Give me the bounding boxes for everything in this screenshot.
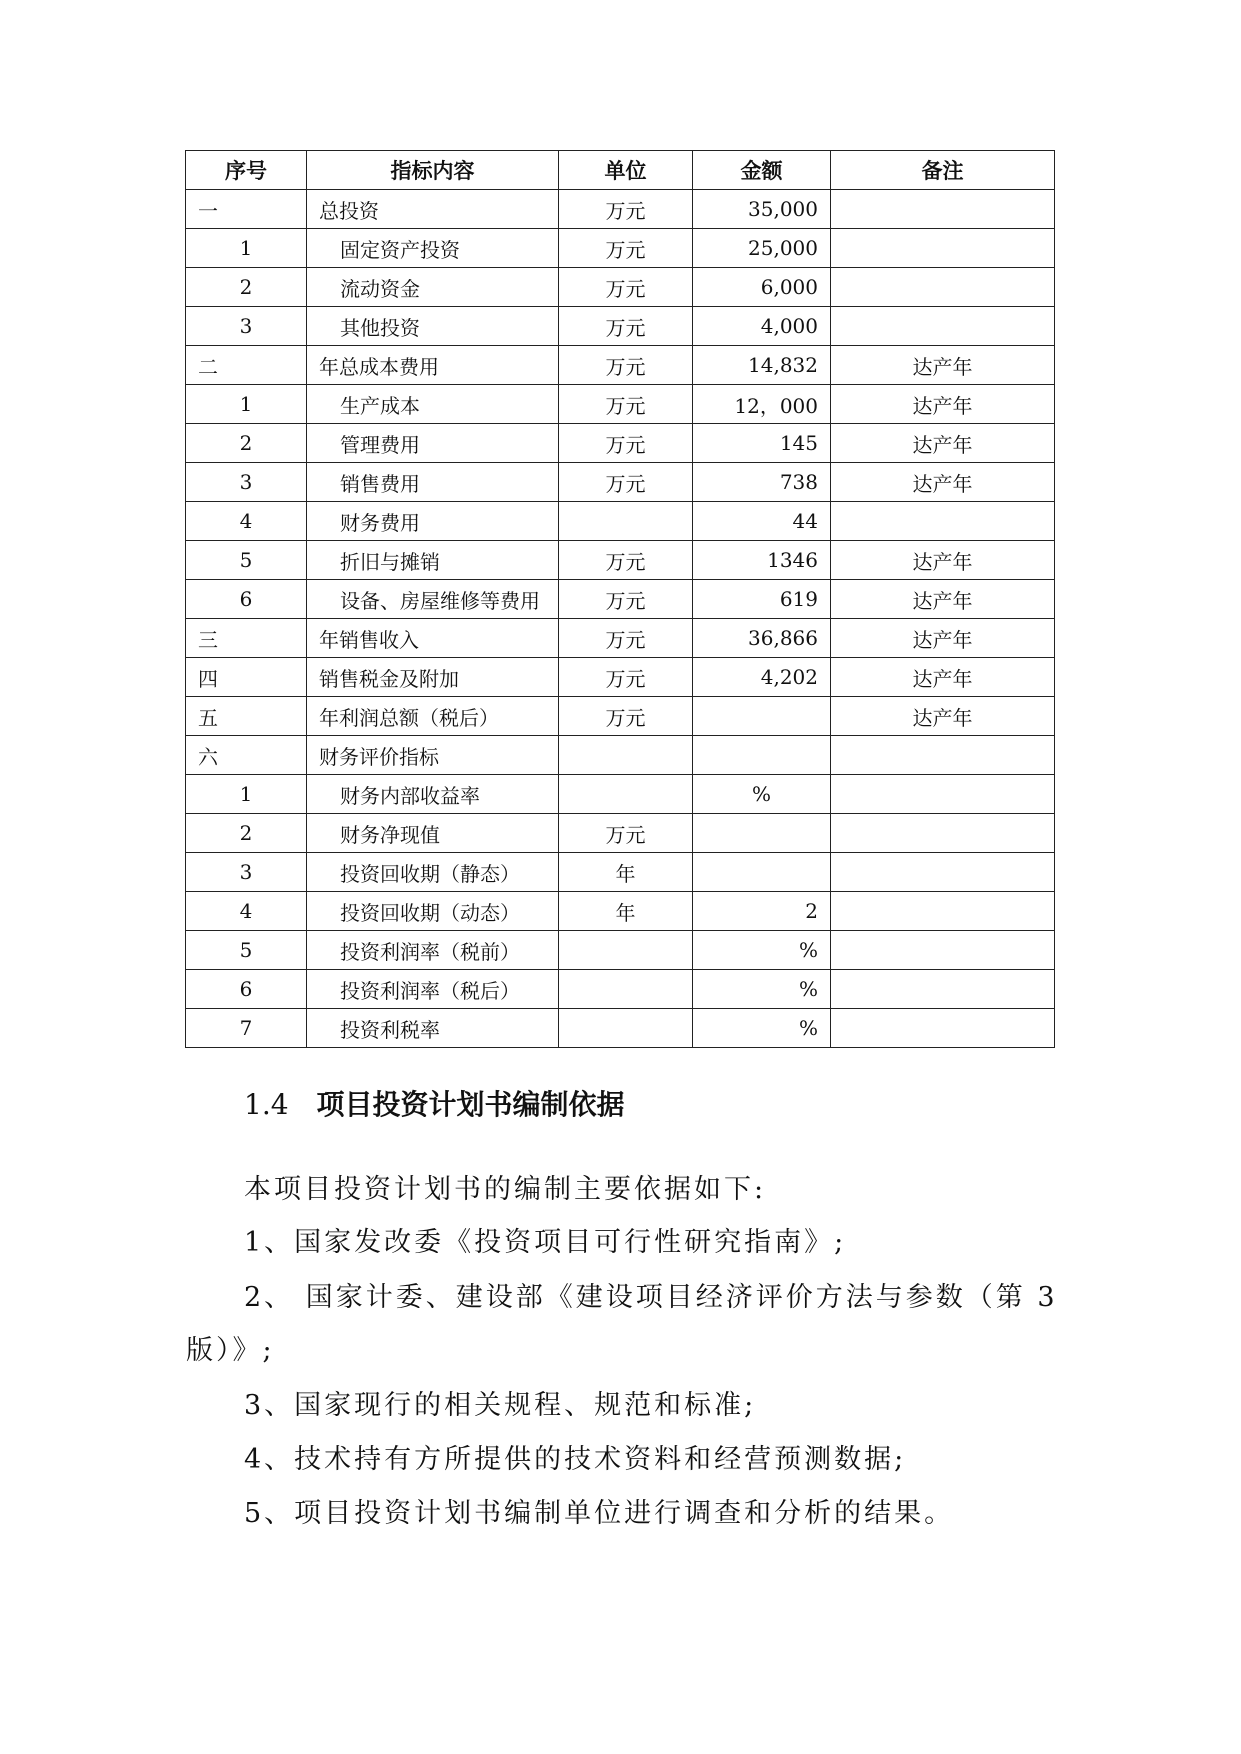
row-note: [831, 775, 1055, 814]
row-unit: 年: [559, 892, 693, 931]
row-amount: [693, 853, 831, 892]
row-name: 年总成本费用: [307, 346, 559, 385]
row-note: [831, 1009, 1055, 1048]
row-unit: 万元: [559, 541, 693, 580]
table-row: [186, 775, 1055, 814]
row-name: 总投资: [307, 190, 559, 229]
row-unit: 万元: [559, 268, 693, 307]
row-unit: 年: [559, 853, 693, 892]
row-name: 生产成本: [307, 385, 559, 424]
row-note: 达产年: [831, 580, 1055, 619]
row-amount: [693, 697, 831, 736]
table-row: [186, 580, 1055, 619]
table-row: [186, 619, 1055, 658]
row-unit: [559, 502, 693, 541]
table-row: [186, 463, 1055, 502]
row-name: 财务评价指标: [307, 736, 559, 775]
row-no: 2: [186, 268, 307, 307]
row-unit: [559, 970, 693, 1009]
row-note: [831, 931, 1055, 970]
row-note: [831, 736, 1055, 775]
row-no: 4: [186, 892, 307, 931]
row-name: 财务净现值: [307, 814, 559, 853]
row-note: [831, 307, 1055, 346]
row-note: [831, 970, 1055, 1009]
row-amount: [693, 814, 831, 853]
table-row: [186, 541, 1055, 580]
row-note: 达产年: [831, 619, 1055, 658]
row-amount: %: [693, 1009, 831, 1048]
header-amount: 金额: [693, 151, 831, 190]
list-item: 5、项目投资计划书编制单位进行调查和分析的结果。: [244, 1498, 955, 1529]
row-no: 6: [186, 580, 307, 619]
table-row: [186, 307, 1055, 346]
row-note: [831, 892, 1055, 931]
row-amount: 1346: [693, 541, 831, 580]
row-no: 五: [186, 697, 307, 736]
list-item: 1、国家发改委《投资项目可行性研究指南》;: [244, 1227, 847, 1258]
row-unit: [559, 931, 693, 970]
row-name: 财务内部收益率: [307, 775, 559, 814]
row-unit: 万元: [559, 424, 693, 463]
row-amount: 35,000: [693, 190, 831, 229]
row-unit: [559, 775, 693, 814]
row-note: [831, 268, 1055, 307]
row-amount: 738: [693, 463, 831, 502]
row-note: 达产年: [831, 697, 1055, 736]
row-name: 投资利润率（税后）: [307, 970, 559, 1009]
row-unit: 万元: [559, 463, 693, 502]
row-name: 财务费用: [307, 502, 559, 541]
header-unit: 单位: [559, 151, 693, 190]
list-item: 2、 国家计委、建设部《建设项目经济评价方法与参数（第 3: [244, 1282, 1058, 1313]
row-name: 年销售收入: [307, 619, 559, 658]
table-row: [186, 697, 1055, 736]
row-unit: 万元: [559, 697, 693, 736]
row-amount: 4,000: [693, 307, 831, 346]
row-name: 其他投资: [307, 307, 559, 346]
header-no: 序号: [186, 151, 307, 190]
table-row: [186, 658, 1055, 697]
row-amount: 2: [693, 892, 831, 931]
row-unit: 万元: [559, 814, 693, 853]
row-amount: 619: [693, 580, 831, 619]
row-amount: 4,202: [693, 658, 831, 697]
row-name: 销售税金及附加: [307, 658, 559, 697]
row-no: 7: [186, 1009, 307, 1048]
row-amount: 14,832: [693, 346, 831, 385]
investment-index-table: [185, 150, 1055, 1048]
row-unit: [559, 1009, 693, 1048]
table-row: [186, 853, 1055, 892]
row-amount: 36,866: [693, 619, 831, 658]
row-no: 1: [186, 775, 307, 814]
row-amount: 25,000: [693, 229, 831, 268]
row-amount: %: [693, 970, 831, 1009]
row-amount: %: [693, 931, 831, 970]
row-name: 设备、房屋维修等费用: [307, 580, 559, 619]
header-note: 备注: [831, 151, 1055, 190]
row-unit: 万元: [559, 580, 693, 619]
row-note: 达产年: [831, 541, 1055, 580]
row-note: 达产年: [831, 346, 1055, 385]
row-no: 4: [186, 502, 307, 541]
list-item-continuation: 版）》;: [186, 1335, 275, 1366]
table-row: [186, 346, 1055, 385]
row-unit: 万元: [559, 307, 693, 346]
row-name: 折旧与摊销: [307, 541, 559, 580]
row-name: 投资回收期（动态）: [307, 892, 559, 931]
row-note: [831, 814, 1055, 853]
row-no: 2: [186, 424, 307, 463]
row-unit: 万元: [559, 229, 693, 268]
table-row: [186, 268, 1055, 307]
table-row: [186, 502, 1055, 541]
row-no: 5: [186, 931, 307, 970]
row-amount: %: [693, 775, 831, 814]
row-note: 达产年: [831, 385, 1055, 424]
table-row: [186, 190, 1055, 229]
row-note: [831, 502, 1055, 541]
row-amount: [693, 736, 831, 775]
table-row: [186, 1009, 1055, 1048]
intro-paragraph: 本项目投资计划书的编制主要依据如下:: [244, 1174, 767, 1205]
row-no: 三: [186, 619, 307, 658]
row-no: 2: [186, 814, 307, 853]
table-header-row: [186, 151, 1055, 190]
table-row: [186, 385, 1055, 424]
row-no: 二: [186, 346, 307, 385]
table-row: [186, 970, 1055, 1009]
row-no: 3: [186, 853, 307, 892]
list-item: 4、技术持有方所提供的技术资料和经营预测数据;: [244, 1444, 907, 1475]
row-name: 流动资金: [307, 268, 559, 307]
row-no: 1: [186, 385, 307, 424]
row-amount: 145: [693, 424, 831, 463]
row-amount: 12，000: [693, 385, 831, 424]
list-item: 3、国家现行的相关规程、规范和标准;: [244, 1390, 757, 1421]
table-row: [186, 814, 1055, 853]
row-no: 一: [186, 190, 307, 229]
row-name: 年利润总额（税后）: [307, 697, 559, 736]
table-row: [186, 736, 1055, 775]
row-no: 6: [186, 970, 307, 1009]
row-no: 3: [186, 463, 307, 502]
row-unit: 万元: [559, 658, 693, 697]
table-row: [186, 229, 1055, 268]
row-amount: 6,000: [693, 268, 831, 307]
row-note: 达产年: [831, 424, 1055, 463]
header-name: 指标内容: [307, 151, 559, 190]
table-row: [186, 892, 1055, 931]
row-name: 投资回收期（静态）: [307, 853, 559, 892]
row-name: 销售费用: [307, 463, 559, 502]
table-row: [186, 424, 1055, 463]
row-amount: 44: [693, 502, 831, 541]
section-heading: [244, 1083, 625, 1123]
row-unit: [559, 736, 693, 775]
row-note: 达产年: [831, 658, 1055, 697]
section-number: 1.4: [244, 1088, 289, 1121]
table-row: [186, 931, 1055, 970]
row-no: 3: [186, 307, 307, 346]
row-no: 1: [186, 229, 307, 268]
row-note: 达产年: [831, 463, 1055, 502]
row-unit: 万元: [559, 619, 693, 658]
row-unit: 万元: [559, 385, 693, 424]
row-note: [831, 229, 1055, 268]
row-name: 管理费用: [307, 424, 559, 463]
row-no: 5: [186, 541, 307, 580]
section-title: 项目投资计划书编制依据: [316, 1088, 625, 1121]
row-unit: 万元: [559, 346, 693, 385]
row-unit: 万元: [559, 190, 693, 229]
row-name: 固定资产投资: [307, 229, 559, 268]
row-no: 六: [186, 736, 307, 775]
row-name: 投资利润率（税前）: [307, 931, 559, 970]
row-name: 投资利税率: [307, 1009, 559, 1048]
row-note: [831, 190, 1055, 229]
row-note: [831, 853, 1055, 892]
row-no: 四: [186, 658, 307, 697]
